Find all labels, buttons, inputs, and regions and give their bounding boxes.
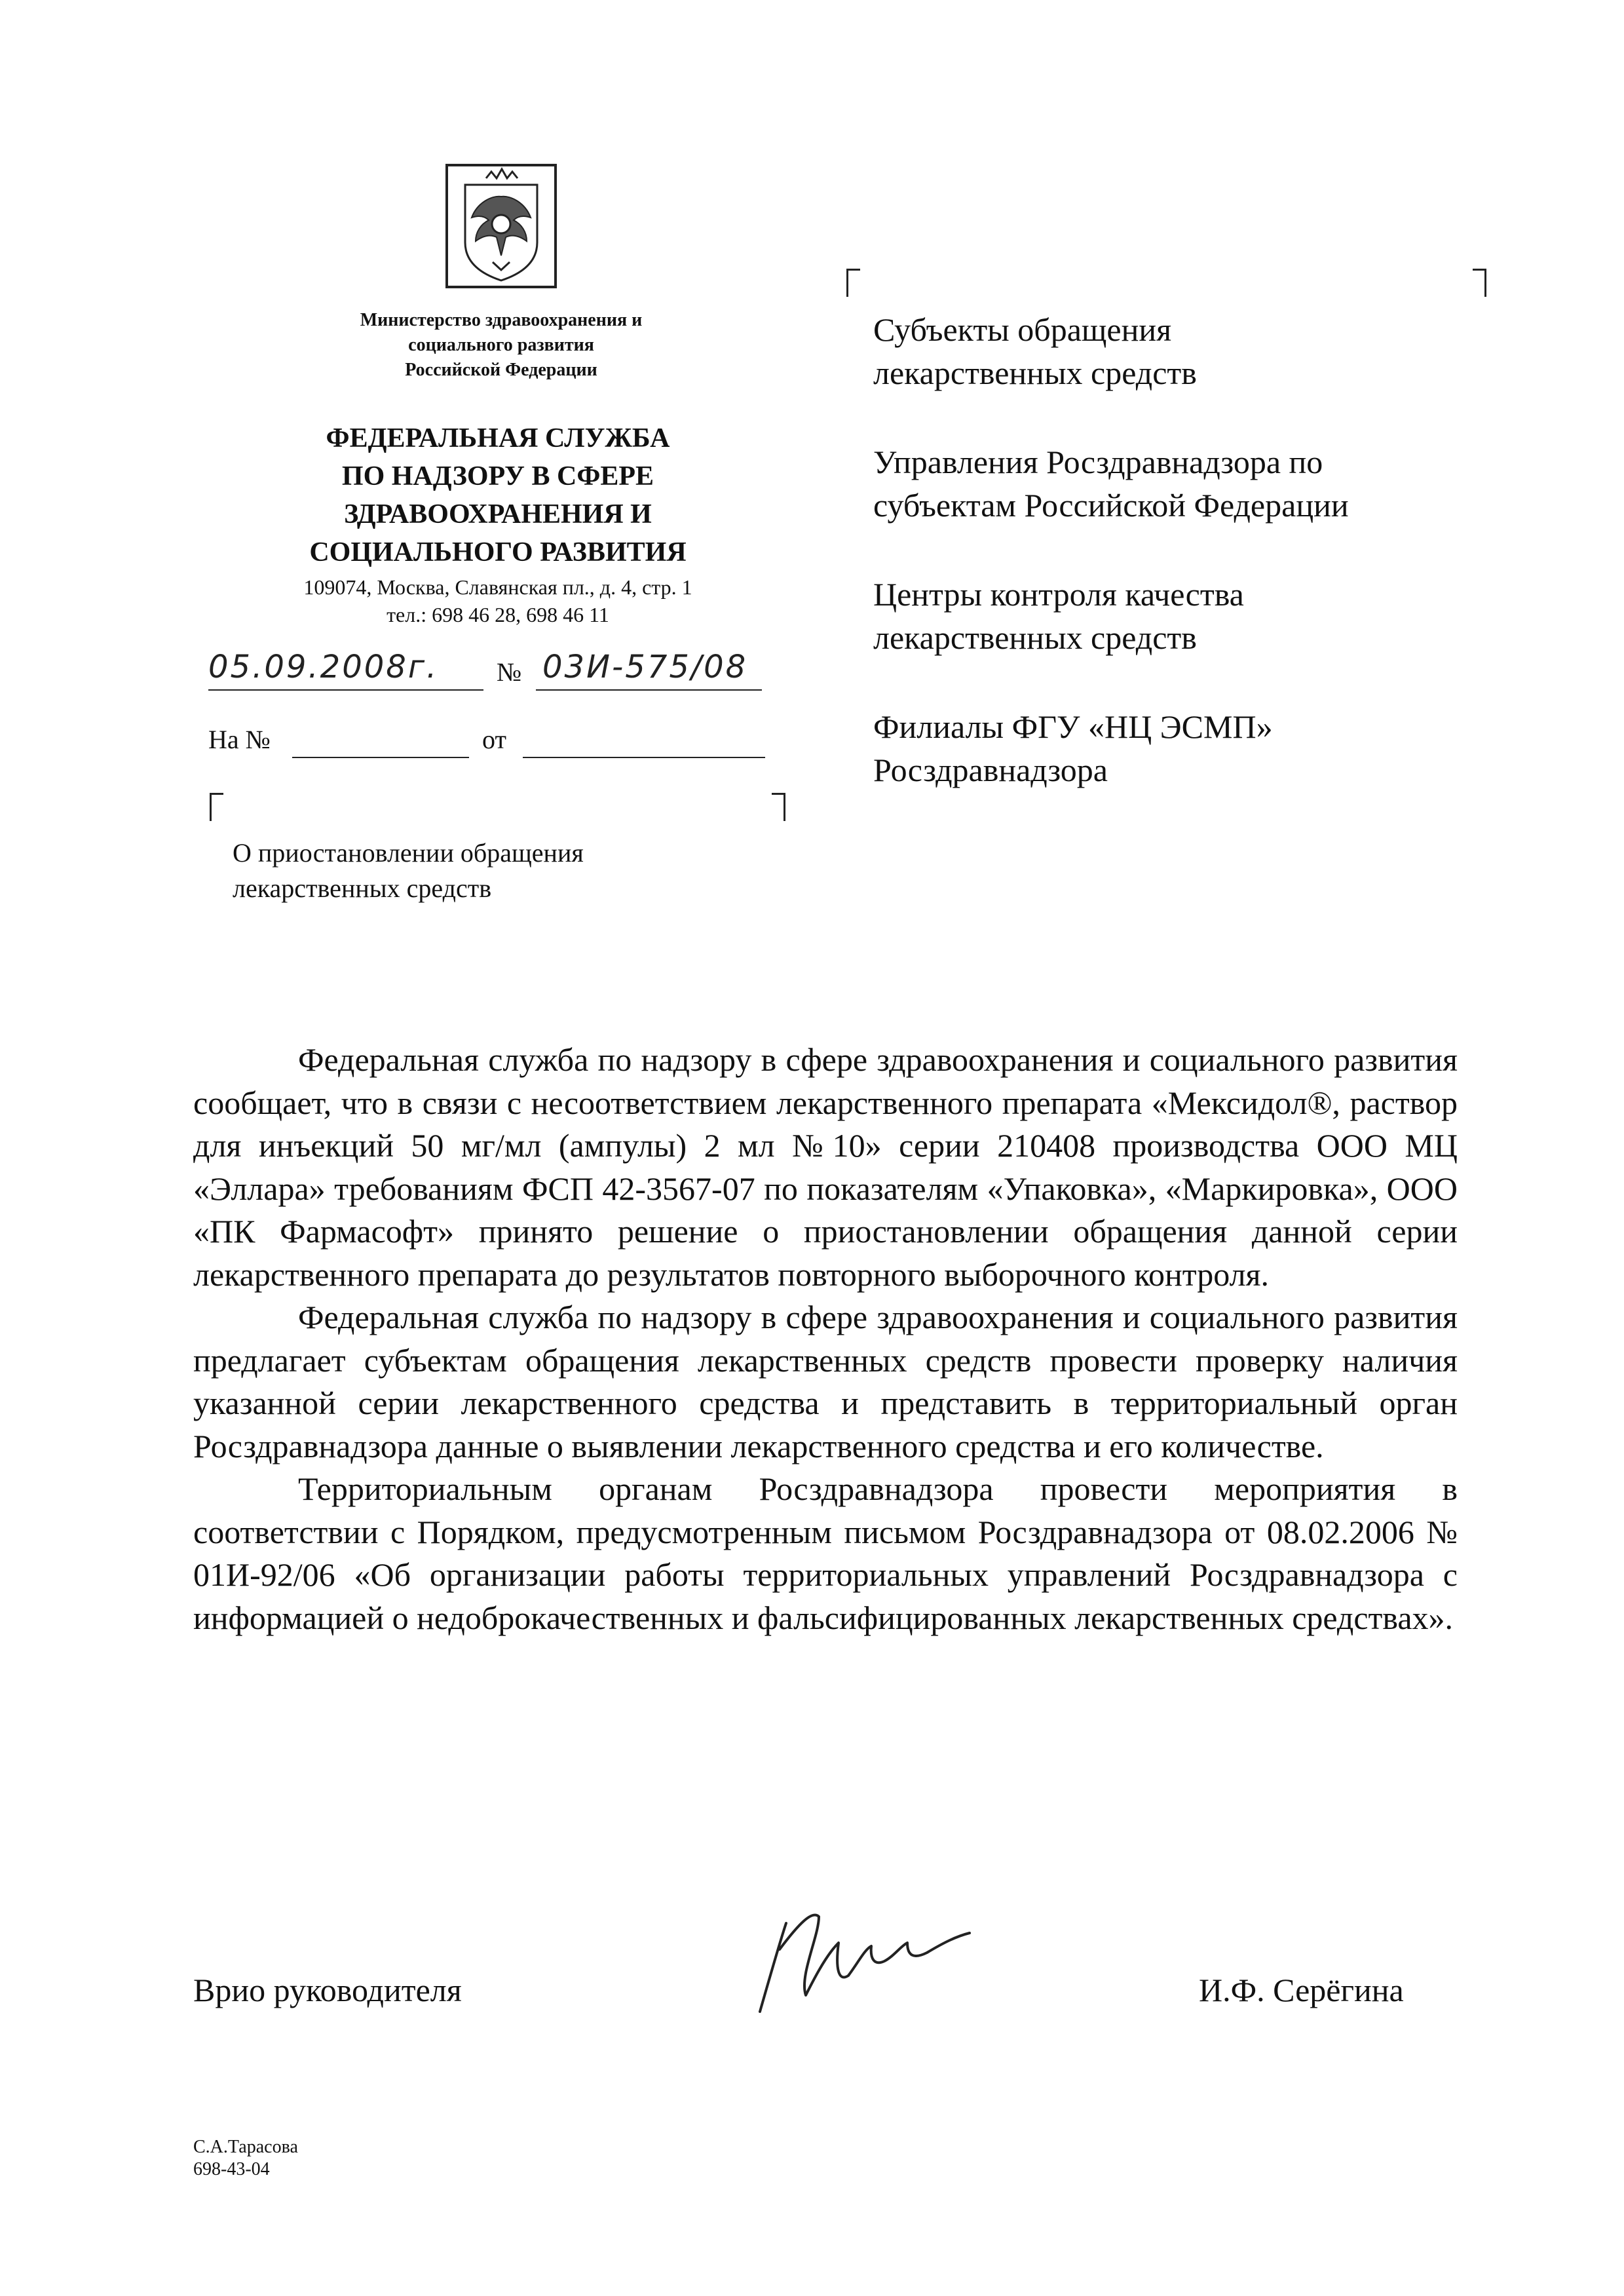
recipient-entry bbox=[873, 440, 1496, 527]
agency-name bbox=[249, 419, 747, 571]
recipient-line: Филиалы ФГУ «НЦ ЭСМП» bbox=[873, 708, 1273, 745]
ministry-line: социального развития bbox=[408, 335, 594, 355]
recipient-bracket-right bbox=[1473, 269, 1486, 297]
subject-line: лекарственных средств bbox=[233, 873, 492, 903]
subject-bracket-right bbox=[772, 793, 785, 821]
body-paragraph: Федеральная служба по надзору в сфере здравоохранения и социального развития предлагает субъектам обращения лекарственных средств провести проверку наличия указанной серии лекарственного средства и представить в территориальный орган Росздравнадзора данные о выявлении лекарственного средства и его количестве. bbox=[193, 1299, 1458, 1464]
letter-date: 05.09.2008г. bbox=[208, 649, 439, 685]
subject-line: О приостановлении обращения bbox=[233, 838, 584, 868]
agency-address bbox=[249, 573, 747, 628]
letter-subject bbox=[233, 835, 704, 906]
agency-line: СОЦИАЛЬНОГО РАЗВИТИЯ bbox=[309, 537, 687, 567]
agency-line: ПО НАДЗОРУ В СФЕРЕ bbox=[341, 461, 654, 491]
agency-line: ФЕДЕРАЛЬНАЯ СЛУЖБА bbox=[326, 423, 670, 453]
signer-name: И.Ф. Серёгина bbox=[1199, 1972, 1404, 2008]
body-paragraph: Федеральная служба по надзору в сфере здравоохранения и социального развития сообщает, что в связи с несоответствием лекарственного препарата «Мексидол®, раствор для инъекций 50 мг/мл (ампулы) 2 мл №10» серии 210408 производства ООО МЦ «Эллара» требованиям ФСП 42-3567-07 по показателям «Упаковка», «Маркировка», ООО «ПК Фармасофт» принято решение о приостановлении обращения данной серии лекарственного препарата до результатов повторного выборочного контроля. bbox=[193, 1041, 1458, 1293]
reply-number-blank bbox=[292, 757, 469, 758]
body-paragraph: Территориальным органам Росздравнадзора провести мероприятия в соответствии с Порядком, предусмотренным письмом Росздравнадзора от 08.02.2006 № 01И-92/06 «Об организации работы территориальных управлений Росздравнадзора с информацией о недоброкачественных и фальсифицированных лекарственных средствах». bbox=[193, 1470, 1458, 1636]
recipient-entry bbox=[873, 308, 1496, 394]
executor-phone: 698-43-04 bbox=[193, 2159, 270, 2179]
reply-from-label: от bbox=[482, 725, 506, 754]
recipient-line: лекарственных средств bbox=[873, 619, 1197, 656]
subject-bracket-left bbox=[210, 793, 223, 821]
letter-body bbox=[193, 1039, 1458, 1639]
ministry-line: Министерство здравоохранения и bbox=[360, 310, 643, 330]
number-underline bbox=[536, 689, 762, 691]
recipient-line: субъектам Российской Федерации bbox=[873, 487, 1349, 524]
number-label: № bbox=[497, 657, 522, 687]
recipient-entry bbox=[873, 573, 1496, 659]
recipient-line: Росздравнадзора bbox=[873, 752, 1108, 788]
registration-line bbox=[208, 649, 772, 695]
recipient-line: Управления Росздравнадзора по bbox=[873, 444, 1323, 480]
executor-info bbox=[193, 2136, 298, 2181]
recipient-line: Субъекты обращения bbox=[873, 311, 1172, 348]
signer-title: Врио руководителя bbox=[193, 1972, 462, 2008]
reply-reference-line bbox=[208, 724, 772, 763]
recipient-bracket-left bbox=[846, 269, 860, 297]
coat-of-arms-icon bbox=[445, 164, 557, 288]
phone-line: тел.: 698 46 28, 698 46 11 bbox=[387, 603, 609, 626]
address-line: 109074, Москва, Славянская пл., д. 4, стр. 1 bbox=[303, 575, 692, 599]
reply-number-label: На № bbox=[208, 725, 271, 754]
date-underline bbox=[208, 689, 483, 691]
ministry-line: Российской Федерации bbox=[405, 360, 597, 380]
executor-name: С.А.Тарасова bbox=[193, 2137, 298, 2157]
ministry-name bbox=[288, 308, 714, 383]
agency-line: ЗДРАВООХРАНЕНИЯ И bbox=[344, 499, 652, 529]
letter-number: 03И-575/08 bbox=[542, 649, 748, 685]
reply-date-blank bbox=[523, 757, 765, 758]
recipient-line: Центры контроля качества bbox=[873, 576, 1244, 613]
recipient-line: лекарственных средств bbox=[873, 354, 1197, 391]
handwritten-signature bbox=[740, 1897, 989, 2021]
recipients-block bbox=[873, 308, 1496, 837]
recipient-entry bbox=[873, 705, 1496, 792]
